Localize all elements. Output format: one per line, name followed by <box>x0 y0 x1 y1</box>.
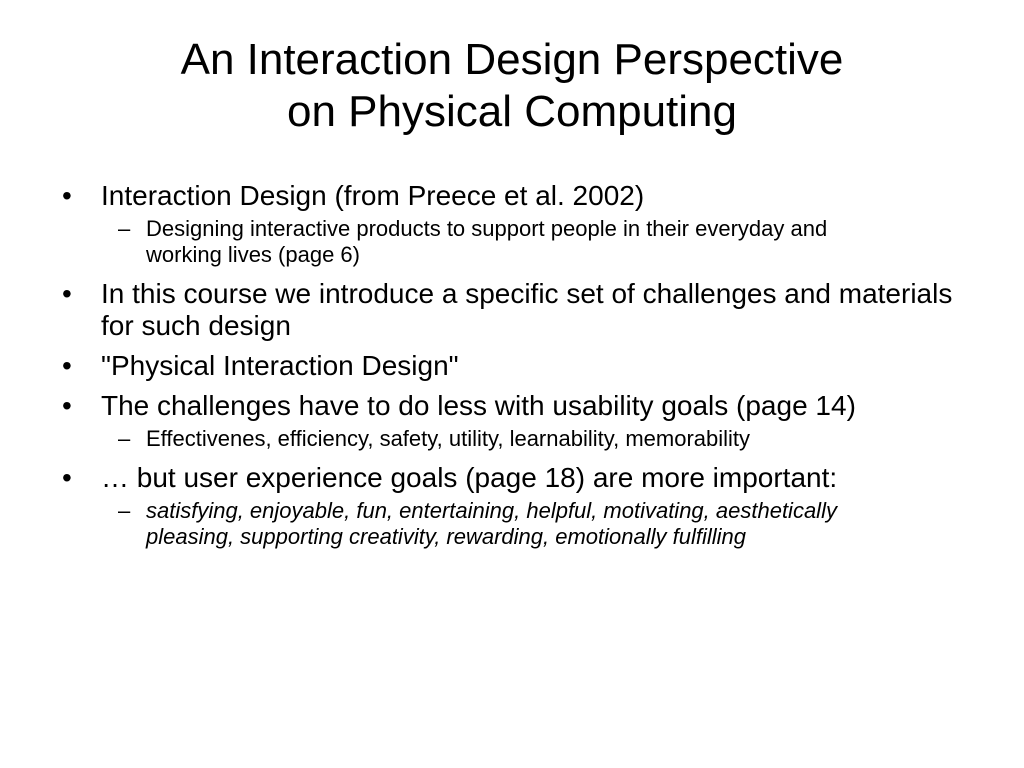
sub-bullet-item <box>0 426 946 452</box>
bullet-text: … but user experience goals (page 18) are more important: <box>101 462 838 493</box>
slide-title-line-1: An Interaction Design Perspective <box>180 35 844 84</box>
bullet-text: In this course we introduce a specific set of challenges and materials for such design <box>101 278 953 341</box>
sub-bullet-item <box>0 498 901 550</box>
bullet-list <box>0 180 1000 560</box>
slide-title <box>40 34 984 138</box>
bullet-marker: • <box>62 390 72 421</box>
slide-title-line-2: on Physical Computing <box>286 87 737 136</box>
bullet-marker: • <box>62 462 72 493</box>
sub-bullet-text: satisfying, enjoyable, fun, entertaining, helpful, motivating, aesthetically pleasing, supporting creativity, rewarding, emotionally fulfilling <box>146 498 837 549</box>
sub-bullet-text: Designing interactive products to support people in their everyday and working lives (page 6) <box>146 216 828 267</box>
sub-bullet-text: Effectivenes, efficiency, safety, utility, learnability, memorability <box>146 426 751 451</box>
bullet-marker: • <box>62 180 72 211</box>
bullet-marker: • <box>62 278 72 309</box>
bullet-text: The challenges have to do less with usability goals (page 14) <box>101 390 856 421</box>
bullet-item <box>0 390 981 422</box>
sub-bullet-marker: – <box>118 216 131 241</box>
bullet-text: Interaction Design (from Preece et al. 2002) <box>101 180 645 211</box>
bullet-item <box>0 180 961 212</box>
bullet-text: "Physical Interaction Design" <box>101 350 459 381</box>
bullet-item <box>0 278 961 342</box>
bullet-item <box>0 350 961 382</box>
sub-bullet-marker: – <box>118 498 131 523</box>
sub-bullet-item <box>0 216 866 268</box>
sub-bullet-marker: – <box>118 426 131 451</box>
bullet-marker: • <box>62 350 72 381</box>
bullet-item <box>0 462 861 494</box>
